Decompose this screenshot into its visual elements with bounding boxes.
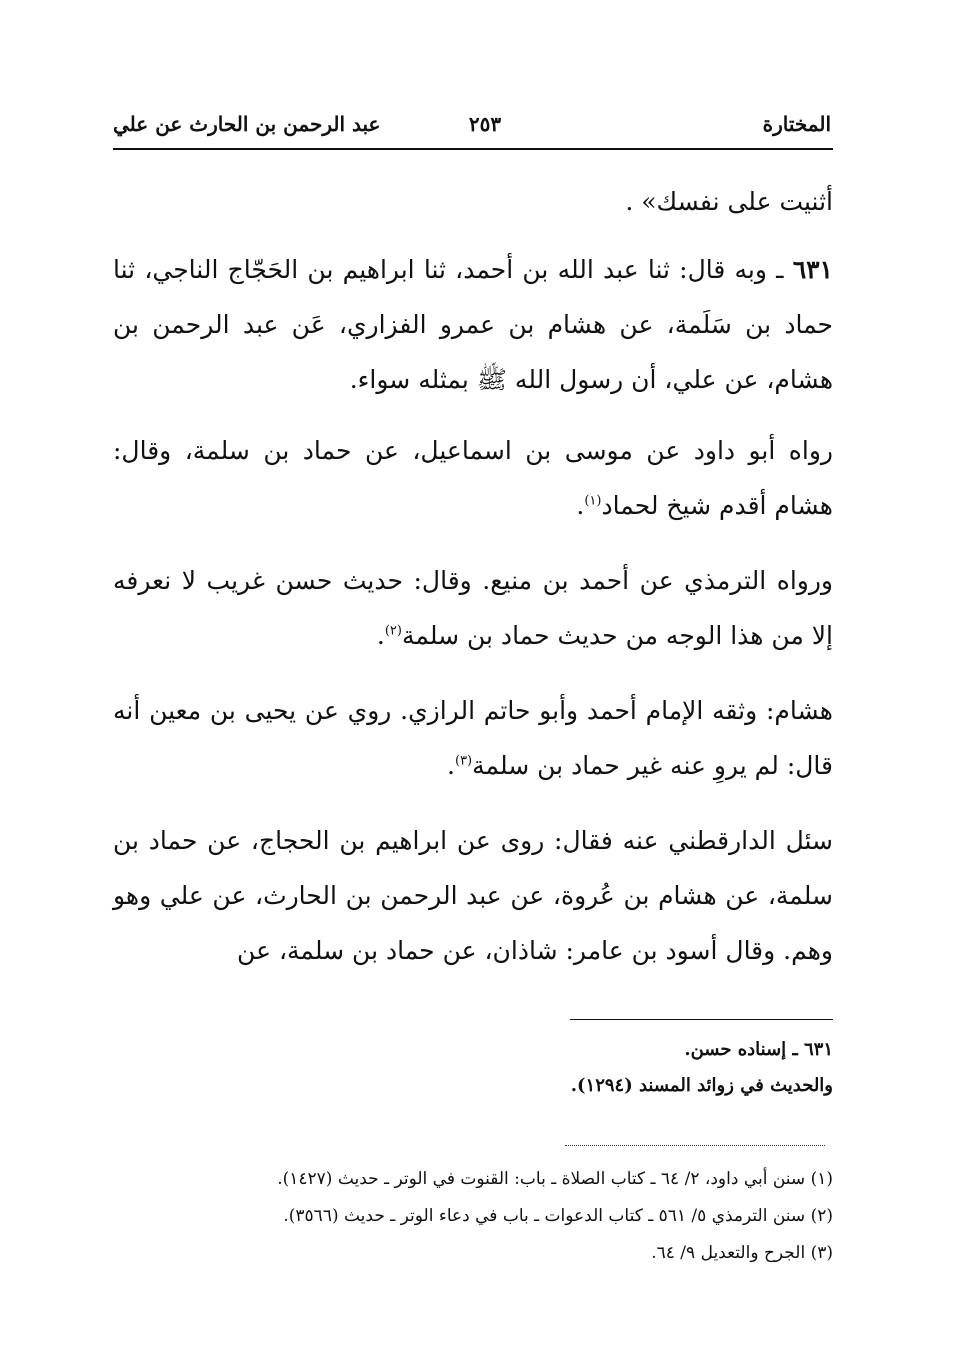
paragraph-hisham: هشام: وثقه الإمام أحمد وأبو حاتم الرازي. روي عن يحيى بن معين أنه قال: لم يروِ عنه غير حماد بن سلمة$^{(٣)}$. bbox=[113, 696, 833, 780]
footnote-ref-1[interactable]: (١) bbox=[584, 493, 602, 509]
header-rule bbox=[113, 148, 833, 150]
footnote-2: (٢) سنن الترمذي ٥/ ٥٦١ ـ كتاب الدعوات ـ باب في دعاء الوتر ـ حديث (٣٥٦٦). bbox=[283, 1206, 833, 1226]
paragraph-text: أثنيت على نفسك» . bbox=[625, 187, 833, 216]
footnote-3: (٣) الجرح والتعديل ٩/ ٦٤. bbox=[651, 1243, 833, 1263]
editor-note-source: والحديث في زوائد المسند (١٢٩٤). bbox=[570, 1075, 833, 1096]
paragraph-text: ورواه الترمذي عن أحمد بن منيع. وقال: حديث حسن غريب لا نعرفه إلا من هذا الوجه من حديث حماد بن سلمة bbox=[113, 566, 833, 650]
footnote-ref-3[interactable]: (٣) bbox=[454, 753, 473, 769]
paragraph-abu-dawud: رواه أبو داود عن موسى بن اسماعيل، عن حماد بن سلمة، وقال: هشام أقدم شيخ لحماد$^{(١)}$. bbox=[113, 436, 833, 520]
notes-separator bbox=[570, 1019, 833, 1020]
footnotes-separator bbox=[565, 1145, 825, 1146]
paragraph-text: هشام: وثقه الإمام أحمد وأبو حاتم الرازي. روي عن يحيى بن معين أنه قال: لم يروِ عنه غير حماد بن سلمة bbox=[113, 696, 833, 780]
footnote-ref-2[interactable]: (٢) bbox=[384, 623, 402, 639]
paragraph-text: ـ وبه قال: ثنا عبد الله بن أحمد، ثنا ابراهيم بن الحَجّاج الناجي، ثنا حماد بن سَلَمة، عن هشام بن عمرو الفزاري، عَن عبد الرحمن بن هشام، عن علي، أن رسول الله ﷺ بمثله سواء. bbox=[113, 255, 833, 394]
footnote-1: (١) سنن أبي داود، ٢/ ٦٤ ـ كتاب الصلاة ـ باب: القنوت في الوتر ـ حديث (١٤٢٧). bbox=[277, 1169, 833, 1189]
paragraph-daraqutni bbox=[113, 813, 833, 978]
running-header-section-title: عبد الرحمن بن الحارث عن علي bbox=[113, 112, 381, 136]
page-number: ٢٥٣ bbox=[468, 112, 502, 136]
paragraph-text: رواه أبو داود عن موسى بن اسماعيل، عن حماد بن سلمة، وقال: هشام أقدم شيخ لحماد bbox=[113, 436, 833, 520]
editor-note-grading: ٦٣١ ـ إسناده حسن. bbox=[684, 1039, 833, 1060]
hadith-number: ٦٣١ bbox=[792, 255, 833, 284]
paragraph-tirmidhi: ورواه الترمذي عن أحمد بن منيع. وقال: حديث حسن غريب لا نعرفه إلا من هذا الوجه من حديث حماد بن سلمة$^{(٢)}$. bbox=[113, 566, 833, 650]
hadith-paragraph-631 bbox=[113, 242, 833, 407]
running-header-book-title: المختارة bbox=[762, 112, 831, 136]
paragraph-continuation bbox=[113, 174, 833, 229]
paragraph-text: سئل الدارقطني عنه فقال: روى عن ابراهيم بن الحجاج، عن حماد بن سلمة، عن هشام بن عُروة، عن عبد الرحمن بن الحارث، عن علي وهو وهم. وقال أسود بن عامر: شاذان، عن حماد بن سلمة، عن bbox=[113, 826, 833, 965]
